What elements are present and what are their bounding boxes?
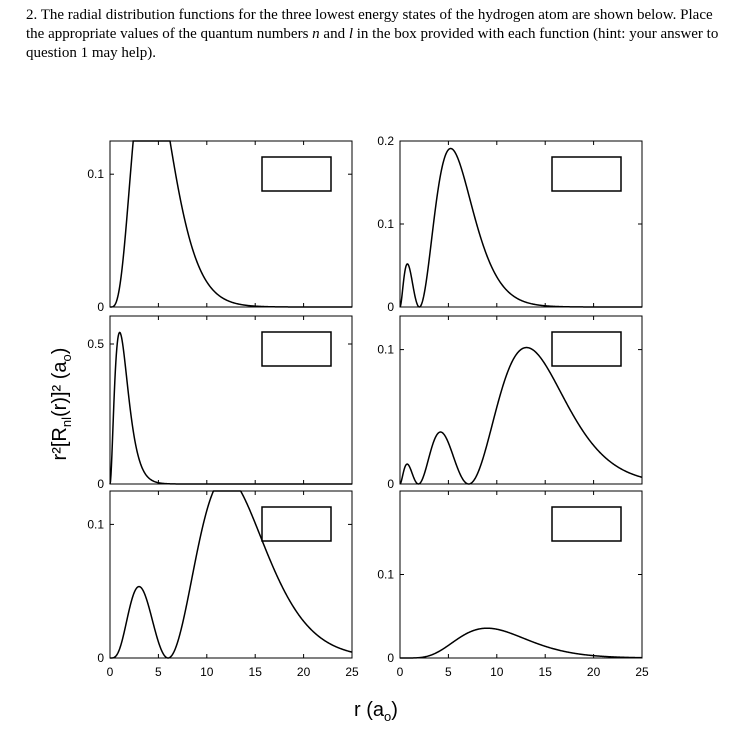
panel-left-bottom: [87, 491, 359, 679]
x-tick-label: 20: [586, 665, 601, 679]
y-tick-label: 0: [97, 300, 104, 314]
y-tick-label: 0: [387, 651, 394, 665]
x-tick-label: 20: [296, 665, 311, 679]
answer-box: [552, 157, 621, 191]
y-tick-label: 0: [97, 477, 104, 491]
x-tick-label: 15: [248, 665, 262, 679]
y-tick-label: 0.2: [377, 134, 394, 148]
y-tick-label: 0.1: [377, 342, 394, 357]
x-tick-label: 25: [635, 665, 649, 679]
distribution-curve: [400, 628, 642, 658]
quantum-number-l: l: [348, 26, 354, 42]
x-tick-label: 15: [538, 665, 552, 679]
y-tick-label: 0.1: [87, 517, 104, 532]
panel-right-middle: [377, 316, 642, 491]
answer-box: [552, 507, 621, 541]
x-tick-label: 0: [106, 665, 114, 679]
panel-right-top: [377, 134, 642, 314]
distribution-curve: [400, 348, 642, 484]
x-tick-label: 10: [200, 665, 214, 679]
x-tick-label: 0: [396, 665, 404, 679]
panel-left-middle: [87, 316, 352, 491]
quantum-number-n: n: [312, 26, 320, 42]
y-tick-label: 0: [97, 651, 104, 665]
answer-box: [262, 157, 331, 191]
x-tick-label: 10: [490, 665, 504, 679]
x-tick-label: 5: [445, 665, 452, 679]
question-text-2: and: [319, 26, 349, 42]
answer-box: [262, 332, 331, 366]
answer-box: [552, 332, 621, 366]
y-tick-label: 0: [387, 477, 394, 491]
question-text-3: in the box provided with each function (hint: your answer to question 1 may help).: [26, 26, 719, 61]
y-axis-title: $r^2[R_{nl}(r)]^2$ $(a_o)$: [49, 347, 74, 461]
y-tick-label: 0.5: [87, 337, 104, 351]
x-axis-title: r $(a_o)$: [354, 699, 398, 724]
y-tick-label: 0: [387, 300, 394, 314]
panel-left-top: [87, 141, 352, 314]
y-tick-label: 0.1: [87, 167, 104, 182]
question-text-1: The radial distribution functions for the three lowest energy states of the hydrogen atom are shown below. Place the appropriate values of the quantum numbers: [26, 7, 713, 42]
chart-panels: [87, 134, 649, 679]
x-tick-label: 25: [345, 665, 359, 679]
y-tick-label: 0.1: [377, 217, 394, 231]
y-tick-label: 0.1: [377, 567, 394, 582]
question-number: 2.: [26, 7, 38, 23]
x-tick-label: 5: [155, 665, 162, 679]
panel-right-bottom: [377, 491, 649, 679]
answer-box: [262, 507, 331, 541]
